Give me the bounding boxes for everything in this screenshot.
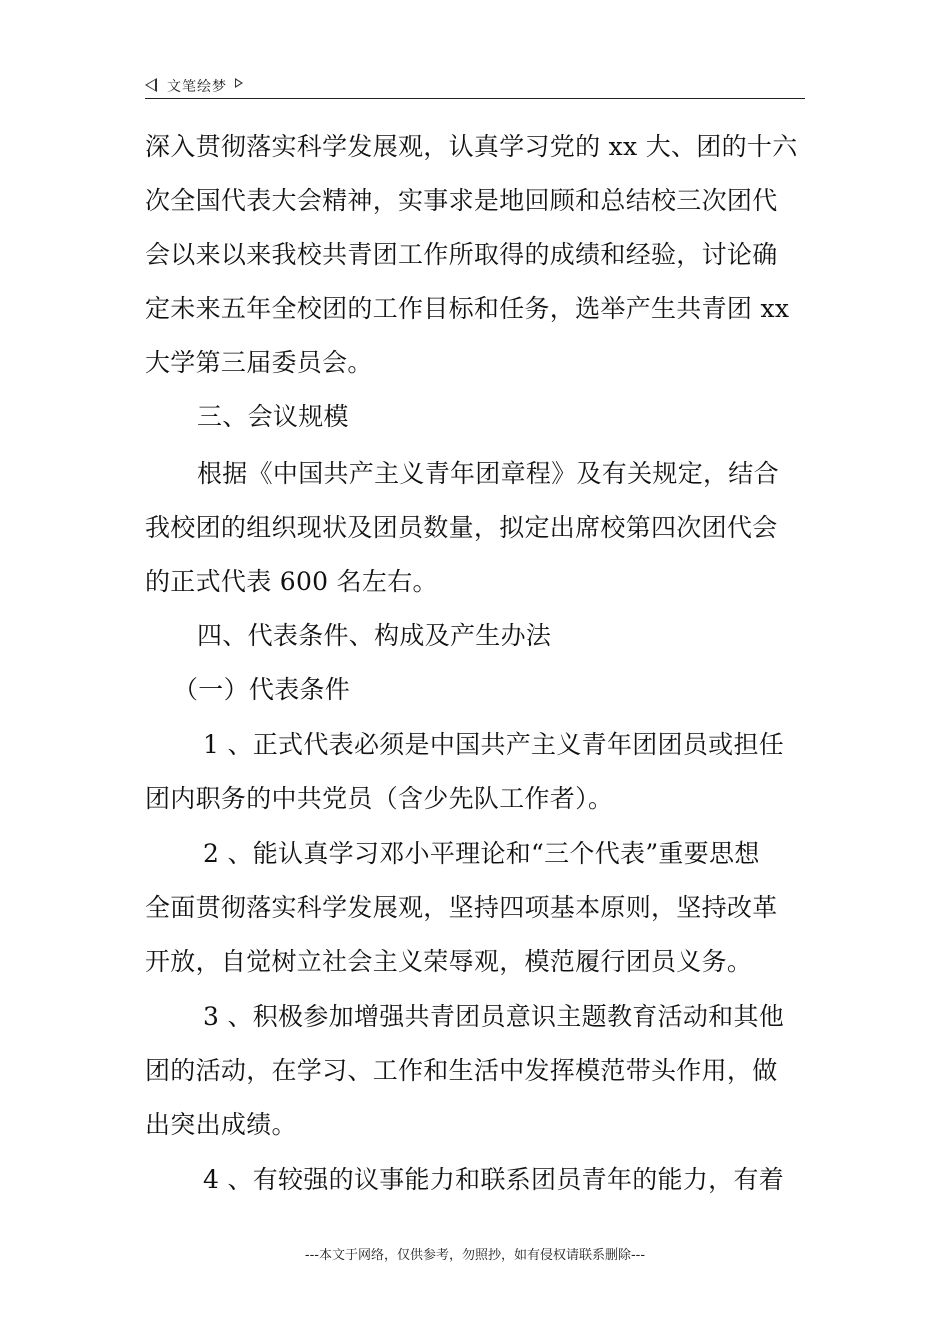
text-line: 定未来五年全校团的工作目标和任务，选举产生共青团 xx (145, 294, 790, 323)
text-line: 根据《中国共产主义青年团章程》及有关规定，结合 (197, 459, 779, 488)
text-line: 全面贯彻落实科学发展观，坚持四项基本原则，坚持改革 (145, 893, 778, 922)
text-line: 2 、能认真学习邓小平理论和“三个代表”重要思想 (203, 839, 760, 868)
brand-title: 文笔绘梦 (167, 79, 227, 95)
footer-disclaimer: ---本文于网络，仅供参考，勿照抄，如有侵权请联系删除--- (304, 1248, 646, 1263)
text-line: 团内职务的中共党员（含少先队工作者）。 (145, 784, 614, 813)
text-line: 出突出成绩。 (145, 1110, 297, 1139)
page-header (145, 74, 805, 99)
right-triangle-icon (235, 78, 243, 88)
text-line: 开放，自觉树立社会主义荣辱观，模范履行团员义务。 (145, 947, 753, 976)
text-line: 3 、积极参加增强共青团员意识主题教育活动和其他 (203, 1002, 785, 1031)
text-line: 1 、正式代表必须是中国共产主义青年团团员或担任 (203, 730, 785, 759)
subsection-heading: （一）代表条件 (173, 675, 351, 704)
section-heading: 四、代表条件、构成及产生办法 (197, 621, 552, 650)
text-line: 大学第三届委员会。 (145, 348, 373, 377)
text-line: 团的活动，在学习、工作和生活中发挥模范带头作用，做 (145, 1056, 778, 1085)
text-line: 深入贯彻落实科学发展观，认真学习党的 xx 大、团的十六 (145, 132, 798, 161)
text-line: 会以来以来我校共青团工作所取得的成绩和经验，讨论确 (145, 240, 778, 269)
text-line: 的正式代表 600 名左右。 (145, 567, 438, 596)
section-heading: 三、会议规模 (197, 402, 349, 431)
text-line: 次全国代表大会精神，实事求是地回顾和总结校三次团代 (145, 186, 778, 215)
left-triangle-icon (145, 78, 157, 92)
text-line: 我校团的组织现状及团员数量，拟定出席校第四次团代会 (145, 513, 778, 542)
text-line: 4 、有较强的议事能力和联系团员青年的能力，有着 (203, 1165, 785, 1194)
